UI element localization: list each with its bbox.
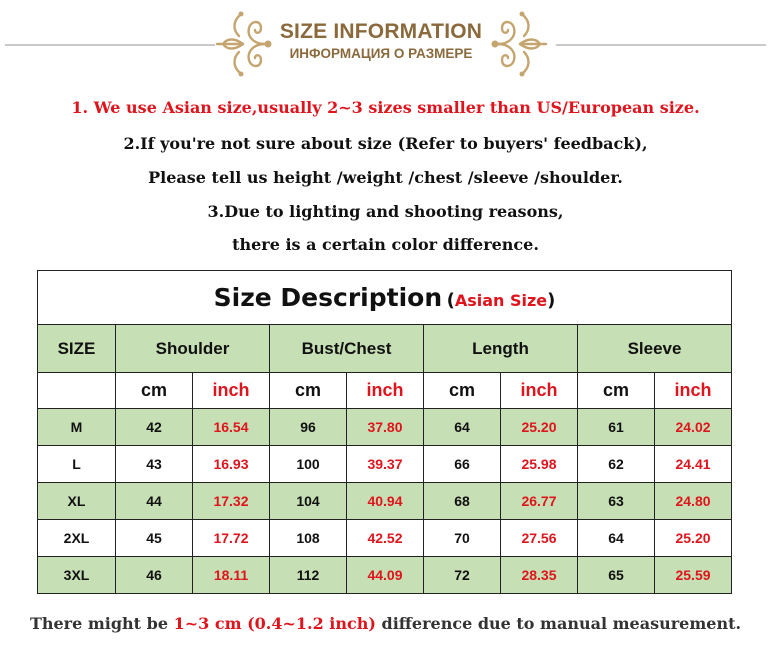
unit-cm: cm [116, 373, 193, 409]
banner-rule-left [5, 44, 215, 46]
value-cell: 62 [578, 446, 655, 483]
note-tell-measurements: Please tell us height /weight /chest /sleeve /shoulder. [148, 168, 623, 187]
value-cell: 100 [270, 446, 347, 483]
banner-rule-right [556, 44, 766, 46]
value-cell: 108 [270, 520, 347, 557]
value-cell: 43 [116, 446, 193, 483]
value-cell: 66 [424, 446, 501, 483]
value-cell: 72 [424, 557, 501, 594]
value-cell: 39.37 [347, 446, 424, 483]
note-lighting: 3.Due to lighting and shooting reasons, [207, 202, 564, 221]
banner-title: SIZE INFORMATION [279, 20, 483, 43]
unit-blank [38, 373, 116, 409]
value-cell: 17.32 [193, 483, 270, 520]
table-row [38, 409, 732, 446]
size-cell: M [38, 409, 116, 446]
value-cell: 96 [270, 409, 347, 446]
value-cell: 64 [578, 520, 655, 557]
value-cell: 25.59 [655, 557, 732, 594]
header-shoulder: Shoulder [116, 325, 270, 373]
value-cell: 40.94 [347, 483, 424, 520]
value-cell: 45 [116, 520, 193, 557]
unit-cm: cm [424, 373, 501, 409]
footer-text-before: There might be [29, 614, 174, 633]
table-title-paren-open: ( [446, 290, 455, 311]
value-cell: 26.77 [501, 483, 578, 520]
unit-inch: inch [501, 373, 578, 409]
note-color-difference: there is a certain color difference. [232, 235, 539, 254]
value-cell: 46 [116, 557, 193, 594]
note-not-sure: 2.If you're not sure about size (Refer to buyers' feedback), [123, 134, 648, 153]
table-row [38, 557, 732, 594]
value-cell: 24.80 [655, 483, 732, 520]
table-header-row [38, 325, 732, 373]
value-cell: 61 [578, 409, 655, 446]
value-cell: 65 [578, 557, 655, 594]
unit-cm: cm [578, 373, 655, 409]
value-cell: 25.20 [655, 520, 732, 557]
table-title-cell [38, 271, 732, 325]
value-cell: 25.98 [501, 446, 578, 483]
value-cell: 24.02 [655, 409, 732, 446]
header-sleeve: Sleeve [578, 325, 732, 373]
size-cell: XL [38, 483, 116, 520]
value-cell: 104 [270, 483, 347, 520]
table-row [38, 446, 732, 483]
header-length: Length [424, 325, 578, 373]
value-cell: 42 [116, 409, 193, 446]
size-info-banner [0, 0, 771, 95]
value-cell: 18.11 [193, 557, 270, 594]
value-cell: 25.20 [501, 409, 578, 446]
banner-subtitle: ИНФОРМАЦИЯ О РАЗМЕРЕ [289, 46, 473, 61]
header-size: SIZE [38, 325, 116, 373]
table-row [38, 520, 732, 557]
value-cell: 37.80 [347, 409, 424, 446]
unit-inch: inch [193, 373, 270, 409]
size-cell: L [38, 446, 116, 483]
unit-inch: inch [655, 373, 732, 409]
value-cell: 17.72 [193, 520, 270, 557]
unit-inch: inch [347, 373, 424, 409]
header-bust-chest: Bust/Chest [270, 325, 424, 373]
table-title-note: Asian Size [454, 291, 548, 310]
size-cell: 3XL [38, 557, 116, 594]
value-cell: 27.56 [501, 520, 578, 557]
value-cell: 42.52 [347, 520, 424, 557]
table-title: Size Description [213, 283, 443, 312]
size-table [37, 270, 732, 594]
note-asian-size: 1. We use Asian size,usually 2~3 sizes smaller than US/European size. [71, 98, 700, 117]
value-cell: 24.41 [655, 446, 732, 483]
value-cell: 16.54 [193, 409, 270, 446]
size-cell: 2XL [38, 520, 116, 557]
value-cell: 112 [270, 557, 347, 594]
table-unit-row [38, 373, 732, 409]
footer-note [0, 614, 771, 633]
value-cell: 64 [424, 409, 501, 446]
unit-cm: cm [270, 373, 347, 409]
value-cell: 44.09 [347, 557, 424, 594]
value-cell: 70 [424, 520, 501, 557]
table-row [38, 483, 732, 520]
value-cell: 44 [116, 483, 193, 520]
ornament-left-icon [213, 8, 273, 80]
table-title-paren-close: ) [547, 290, 556, 311]
footer-text-after: difference due to manual measurement. [375, 614, 742, 633]
value-cell: 63 [578, 483, 655, 520]
ornament-right-icon [490, 8, 550, 80]
footer-highlight: 1~3 cm (0.4~1.2 inch) [173, 614, 376, 633]
value-cell: 68 [424, 483, 501, 520]
value-cell: 16.93 [193, 446, 270, 483]
value-cell: 28.35 [501, 557, 578, 594]
